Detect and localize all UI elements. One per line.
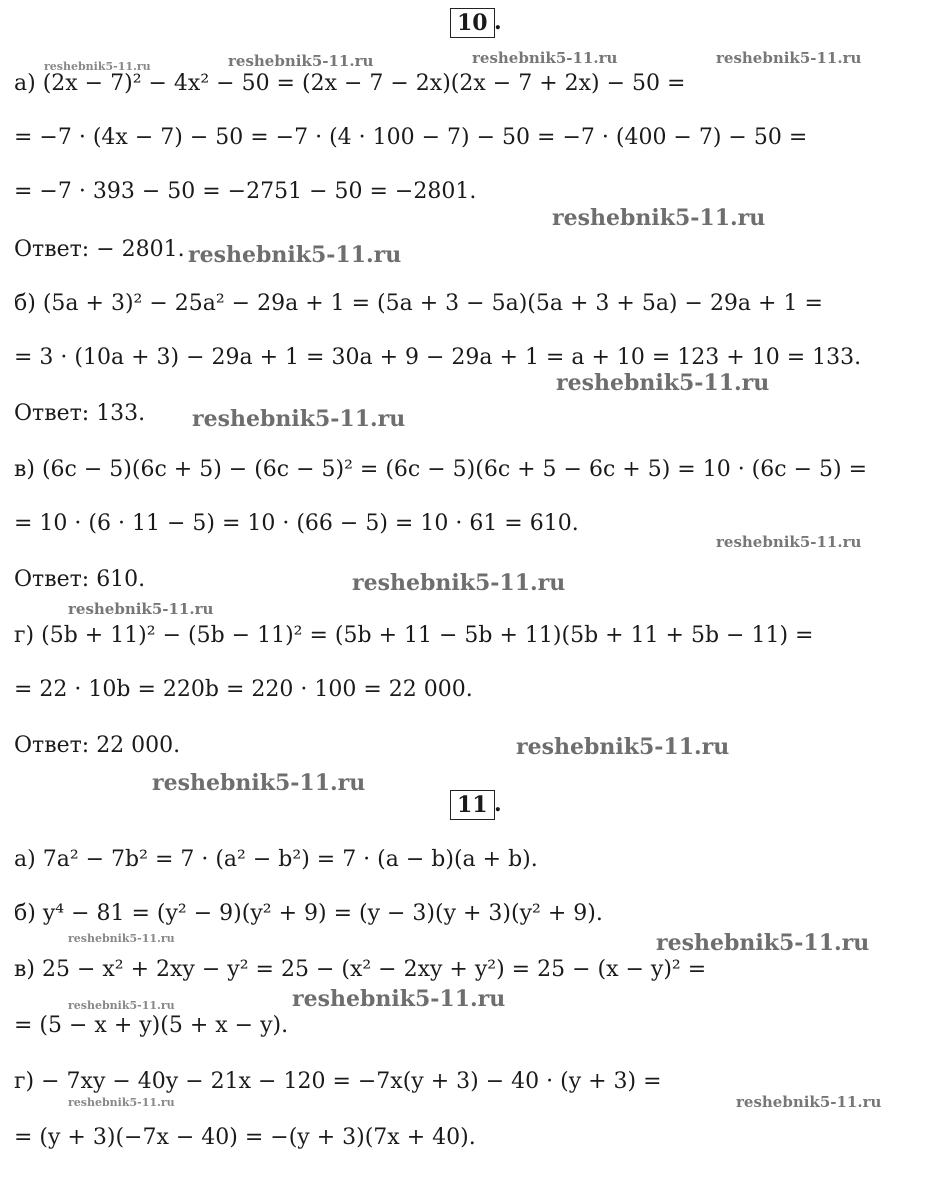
watermark: reshebnik5-11.ru — [736, 1093, 882, 1111]
watermark: reshebnik5-11.ru — [68, 999, 175, 1012]
solution-line — [14, 900, 603, 928]
watermark: reshebnik5-11.ru — [716, 533, 862, 551]
watermark: reshebnik5-11.ru — [68, 600, 214, 618]
solution-line: = 22 · 10b = 220b = 220 · 100 = 22 000. — [14, 677, 473, 702]
solution-line — [14, 846, 538, 874]
math-expression: (2x − 7)² − 4x² − 50 = (2x − 7 − 2x)(2x − 7 + 2x) − 50 = — [42, 71, 686, 96]
solution-line — [14, 290, 823, 318]
watermark: reshebnik5-11.ru — [228, 52, 374, 70]
part-label: а) — [14, 847, 36, 872]
watermark: reshebnik5-11.ru — [44, 60, 151, 73]
math-expression: (5a + 3)² − 25a² − 29a + 1 = (5a + 3 − 5a)(5a + 3 + 5a) − 29a + 1 = — [42, 291, 823, 316]
watermark: reshebnik5-11.ru — [472, 49, 618, 67]
watermark: reshebnik5-11.ru — [516, 734, 730, 760]
part-label: а) — [14, 71, 36, 96]
solution-line — [14, 70, 685, 98]
answer-line: Ответ: 22 000. — [14, 733, 181, 758]
answer-line: Ответ: − 2801. — [14, 237, 185, 262]
answer-line: Ответ: 133. — [14, 401, 146, 426]
part-label: в) — [14, 957, 35, 982]
math-expression: 7a² − 7b² = 7 · (a² − b²) = 7 · (a − b)(a + b). — [42, 847, 538, 872]
solution-line: = (y + 3)(−7x − 40) = −(y + 3)(7x + 40). — [14, 1125, 476, 1150]
solution-line: = 3 · (10a + 3) − 29a + 1 = 30a + 9 − 29a + 1 = a + 10 = 123 + 10 = 133. — [14, 345, 862, 370]
watermark: reshebnik5-11.ru — [552, 205, 766, 231]
watermark: reshebnik5-11.ru — [292, 986, 506, 1012]
problem-number-box — [450, 790, 495, 820]
solution-line: = −7 · (4x − 7) − 50 = −7 · (4 · 100 − 7) − 50 = −7 · (400 − 7) − 50 = — [14, 125, 808, 150]
solution-line — [14, 456, 867, 484]
solution-line: = (5 − x + y)(5 + x − y). — [14, 1013, 289, 1038]
watermark: reshebnik5-11.ru — [188, 242, 402, 268]
math-expression: 25 − x² + 2xy − y² = 25 − (x² − 2xy + y²) = 25 − (x − y)² = — [41, 957, 707, 982]
answer-line: Ответ: 610. — [14, 567, 146, 592]
watermark: reshebnik5-11.ru — [556, 370, 770, 396]
problem-number-box — [450, 8, 495, 38]
math-expression: − 7xy − 40y − 21x − 120 = −7x(y + 3) − 40 · (y + 3) = — [41, 1069, 662, 1094]
solution-line — [14, 1068, 662, 1096]
number-dot: . — [494, 791, 502, 817]
number-dot: . — [494, 9, 502, 35]
problem-number: 11 — [457, 792, 488, 818]
problem-number: 10 — [457, 10, 488, 36]
solution-line — [14, 622, 813, 650]
part-label: г) — [14, 1069, 35, 1094]
watermark: reshebnik5-11.ru — [152, 770, 366, 796]
solution-line — [14, 956, 706, 984]
watermark: reshebnik5-11.ru — [68, 1096, 175, 1109]
math-expression: y⁴ − 81 = (y² − 9)(y² + 9) = (y − 3)(y + 3)(y² + 9). — [42, 901, 603, 926]
watermark: reshebnik5-11.ru — [192, 406, 406, 432]
part-label: б) — [14, 291, 36, 316]
watermark: reshebnik5-11.ru — [352, 570, 566, 596]
part-label: г) — [14, 623, 35, 648]
solution-line: = −7 · 393 − 50 = −2751 − 50 = −2801. — [14, 179, 477, 204]
watermark: reshebnik5-11.ru — [716, 49, 862, 67]
math-expression: (6c − 5)(6c + 5) − (6c − 5)² = (6c − 5)(6c + 5 − 6c + 5) = 10 · (6c − 5) = — [41, 457, 868, 482]
part-label: б) — [14, 901, 36, 926]
solution-line: = 10 · (6 · 11 − 5) = 10 · (66 − 5) = 10 · 61 = 610. — [14, 511, 579, 536]
watermark: reshebnik5-11.ru — [68, 932, 175, 945]
math-expression: (5b + 11)² − (5b − 11)² = (5b + 11 − 5b + 11)(5b + 11 + 5b − 11) = — [41, 623, 814, 648]
part-label: в) — [14, 457, 35, 482]
watermark: reshebnik5-11.ru — [656, 930, 870, 956]
